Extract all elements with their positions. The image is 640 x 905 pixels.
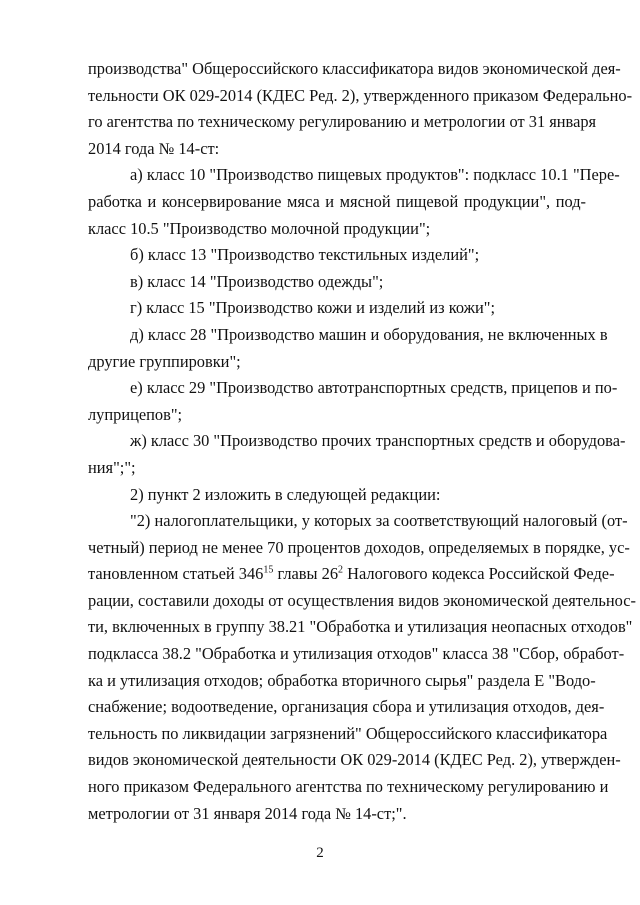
text-line: е) класс 29 "Производство автотранспортных средств, прицепов и по- — [130, 378, 618, 398]
body-text — [88, 56, 636, 827]
page-number: 2 — [316, 845, 324, 861]
text-fragment: Налогового кодекса Российской Феде- — [343, 564, 615, 584]
text-line: другие группировки"; — [88, 351, 241, 371]
text-line: луприцепов"; — [88, 404, 183, 424]
text-line: производства" Общероссийского классификатора видов экономической дея- — [88, 59, 621, 78]
text-line: в) класс 14 "Производство одежды"; — [130, 271, 384, 291]
text-line: 2014 года № 14-ст: — [88, 138, 220, 158]
text-line: г) класс 15 "Производство кожи и изделий из кожи"; — [130, 298, 496, 318]
superscript: 2 — [338, 564, 344, 576]
text-line: а) класс 10 "Производство пищевых продуктов": подкласс 10.1 "Пере- — [130, 165, 620, 185]
text-line: работка и консервирование мяса и мясной пищевой продукции", под- — [88, 191, 586, 211]
text-fragment: тановленном статьей 346 — [88, 564, 264, 584]
text-line: снабжение; водоотведение, организация сбора и утилизация отходов, дея- — [88, 697, 605, 717]
text-line: ка и утилизация отходов; обработка вторичного сырья" раздела Е "Водо- — [88, 670, 596, 690]
text-line: ного приказом Федерального агентства по техническому регулированию и — [88, 777, 609, 797]
text-line: "2) налогоплательщики, у которых за соответствующий налоговый (от- — [130, 511, 628, 531]
text-line: четный) период не менее 70 процентов доходов, определяемых в порядке, ус- — [88, 537, 630, 557]
text-line: рации, составили доходы от осуществления видов экономической деятельнос- — [88, 590, 636, 610]
superscript: 15 — [263, 564, 274, 576]
text-line: д) класс 28 "Производство машин и оборудования, не включенных в — [130, 324, 608, 344]
text-line: 2) пункт 2 изложить в следующей редакции: — [130, 484, 441, 504]
text-line: класс 10.5 "Производство молочной продукции"; — [88, 218, 431, 238]
text-line: ния";"; — [88, 457, 136, 477]
text-fragment: главы 26 — [273, 564, 339, 584]
text-line: ти, включенных в группу 38.21 "Обработка и утилизация неопасных отходов" — [88, 617, 633, 637]
text-line: го агентства по техническому регулированию и метрологии от 31 января — [88, 112, 597, 132]
text-line: тельности ОК 029-2014 (КДЕС Ред. 2), утвержденного приказом Федерально- — [88, 85, 633, 105]
text-line-with-superscripts — [88, 561, 615, 588]
text-line: б) класс 13 "Производство текстильных изделий"; — [130, 245, 480, 265]
text-line: метрологии от 31 января 2014 года № 14-ст;". — [88, 803, 407, 823]
text-line: подкласса 38.2 "Обработка и утилизация отходов" класса 38 "Сбор, обработ- — [88, 644, 625, 664]
text-line: видов экономической деятельности ОК 029-2014 (КДЕС Ред. 2), утвержден- — [88, 750, 621, 770]
text-line: ж) класс 30 "Производство прочих транспортных средств и оборудова- — [130, 431, 626, 451]
text-line: тельность по ликвидации загрязнений" Общероссийского классификатора — [88, 723, 608, 743]
